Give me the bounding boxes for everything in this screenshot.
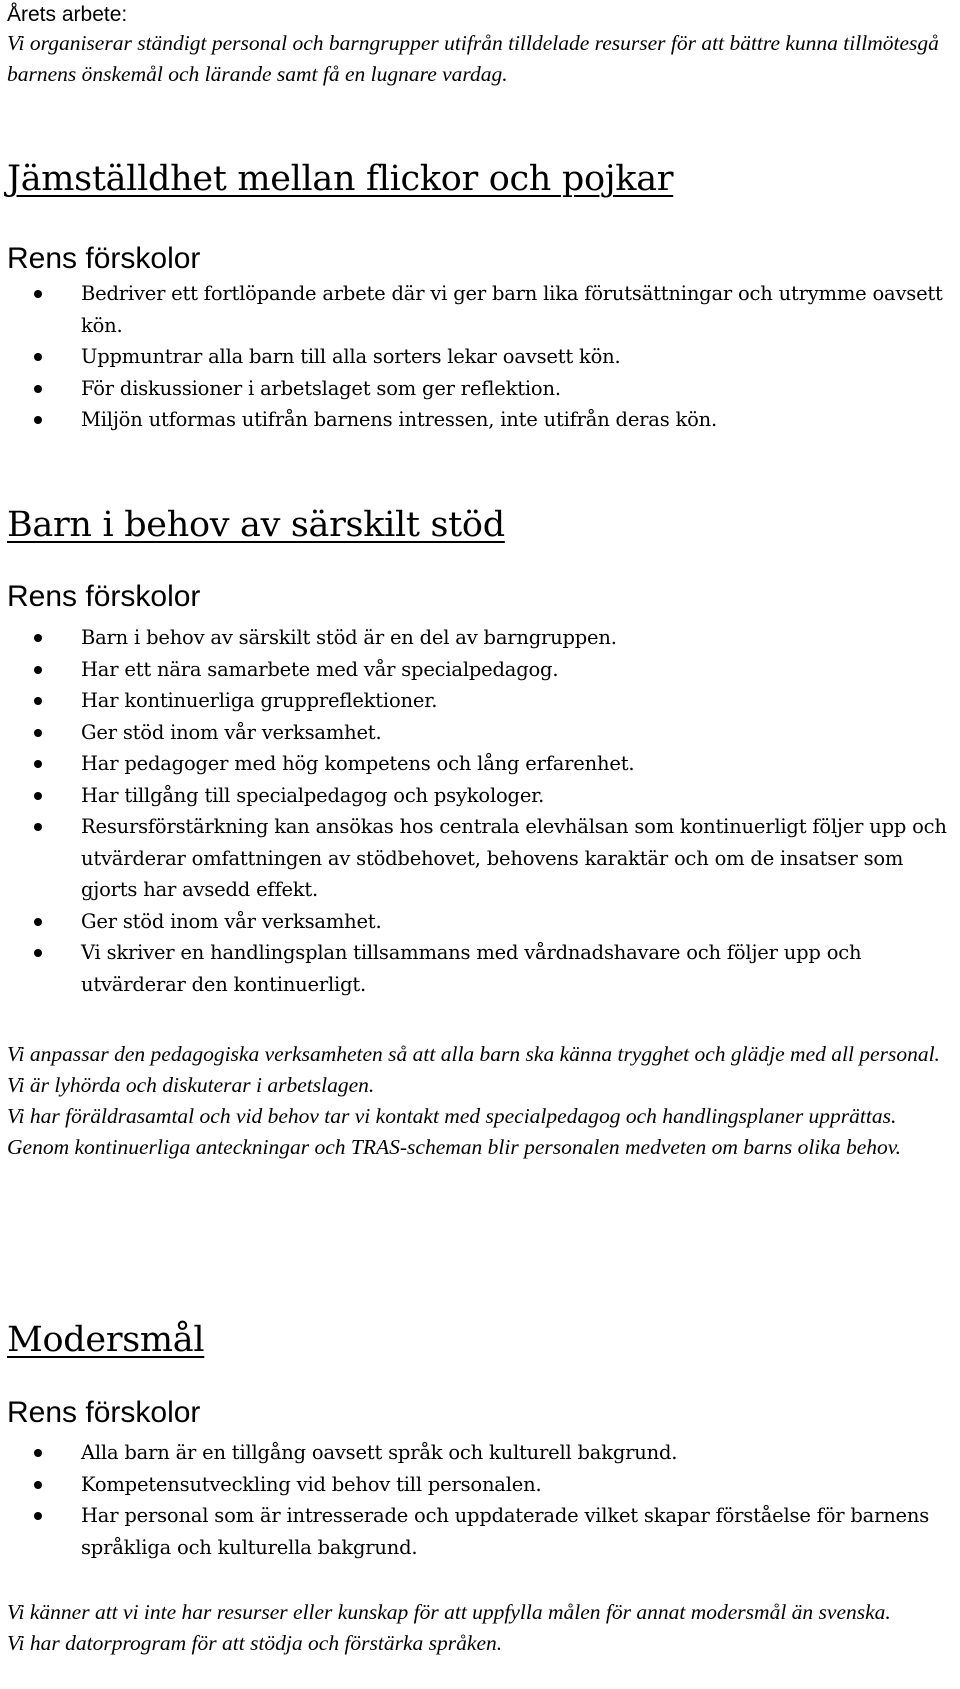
bullet-icon	[34, 918, 42, 926]
mother-tongue-subheading: Rens förskolor	[7, 1396, 201, 1429]
mother-tongue-heading: Modersmål	[7, 1320, 205, 1360]
equality-list-block	[7, 278, 950, 436]
support-note: Vi anpassar den pedagogiska verksamheten så att alla barn ska känna trygghet och glädje med all personal.	[7, 1042, 940, 1066]
support-list-block	[7, 622, 950, 1000]
bullet-icon	[34, 760, 42, 768]
list-item: Ger stöd inom vår verksamhet.	[7, 906, 950, 938]
list-item: Har ett nära samarbete med vår specialpedagog.	[7, 654, 950, 686]
bullet-icon	[34, 416, 42, 424]
intro-section	[7, 2, 950, 90]
list-item: För diskussioner i arbetslaget som ger reflektion.	[7, 373, 950, 405]
list-item: Ger stöd inom vår verksamhet.	[7, 717, 950, 749]
bullet-icon	[34, 290, 42, 298]
list-item: Har kontinuerliga gruppreflektioner.	[7, 685, 950, 717]
bullet-icon	[34, 385, 42, 393]
list-item: Har personal som är intresserade och uppdaterade vilket skapar förståelse för barnens språkliga och kulturella bakgrund.	[7, 1500, 950, 1563]
bullet-icon	[34, 792, 42, 800]
mother-tongue-section	[7, 1319, 950, 1361]
equality-subheading: Rens förskolor	[7, 242, 201, 275]
support-notes-block	[7, 1039, 950, 1163]
list-item: Alla barn är en tillgång oavsett språk och kulturell bakgrund.	[7, 1437, 950, 1469]
support-subheading-block	[7, 579, 950, 615]
support-note: Vi är lyhörda och diskuterar i arbetslagen.	[7, 1073, 375, 1097]
bullet-icon	[34, 666, 42, 674]
bullet-icon	[34, 729, 42, 737]
equality-section	[7, 158, 950, 200]
bullet-icon	[34, 1449, 42, 1457]
bullet-icon	[34, 1481, 42, 1489]
intro-label: Årets arbete:	[7, 3, 128, 26]
mother-tongue-list	[7, 1437, 950, 1563]
support-heading: Barn i behov av särskilt stöd	[7, 505, 505, 545]
bullet-icon	[34, 697, 42, 705]
list-item: Bedriver ett fortlöpande arbete där vi ger barn lika förutsättningar och utrymme oavsett kön.	[7, 278, 950, 341]
mother-tongue-list-block	[7, 1437, 950, 1563]
support-list	[7, 622, 950, 1000]
bullet-icon	[34, 1512, 42, 1520]
support-note: Vi har föräldrasamtal och vid behov tar vi kontakt med specialpedagog och handlingsplaner upprättas.	[7, 1104, 897, 1128]
equality-heading: Jämställdhet mellan flickor och pojkar	[7, 159, 674, 199]
mother-tongue-note: Vi har datorprogram för att stödja och förstärka språken.	[7, 1631, 503, 1655]
list-item: Miljön utformas utifrån barnens intressen, inte utifrån deras kön.	[7, 404, 950, 436]
equality-subheading-block	[7, 241, 950, 277]
mother-tongue-note: Vi känner att vi inte har resurser eller kunskap för att uppfylla målen för annat modersmål än svenska.	[7, 1600, 891, 1624]
list-item: Vi skriver en handlingsplan tillsammans med vårdnadshavare och följer upp och utvärderar den kontinuerligt.	[7, 937, 950, 1000]
bullet-icon	[34, 823, 42, 831]
list-item: Uppmuntrar alla barn till alla sorters lekar oavsett kön.	[7, 341, 950, 373]
list-item: Kompetensutveckling vid behov till personalen.	[7, 1469, 950, 1501]
mother-tongue-subheading-block	[7, 1395, 950, 1431]
bullet-icon	[34, 949, 42, 957]
equality-list	[7, 278, 950, 436]
list-item: Har tillgång till specialpedagog och psykologer.	[7, 780, 950, 812]
support-subheading: Rens förskolor	[7, 580, 201, 613]
list-item: Resursförstärkning kan ansökas hos centrala elevhälsan som kontinuerligt följer upp och utvärderar omfattningen av stödbehovet, behovens karaktär och om de insatser som gjorts har avsedd effekt.	[7, 811, 950, 906]
bullet-icon	[34, 353, 42, 361]
list-item: Har pedagoger med hög kompetens och lång erfarenhet.	[7, 748, 950, 780]
intro-paragraph: Vi organiserar ständigt personal och barngrupper utifrån tilldelade resurser för att bättre kunna tillmötesgå barnens önskemål och lärande samt få en lugnare vardag.	[7, 31, 939, 86]
support-section	[7, 504, 950, 546]
bullet-icon	[34, 634, 42, 642]
list-item: Barn i behov av särskilt stöd är en del av barngruppen.	[7, 622, 950, 654]
support-note: Genom kontinuerliga anteckningar och TRAS-scheman blir personalen medveten om barns olika behov.	[7, 1135, 902, 1159]
mother-tongue-notes-block	[7, 1597, 950, 1659]
